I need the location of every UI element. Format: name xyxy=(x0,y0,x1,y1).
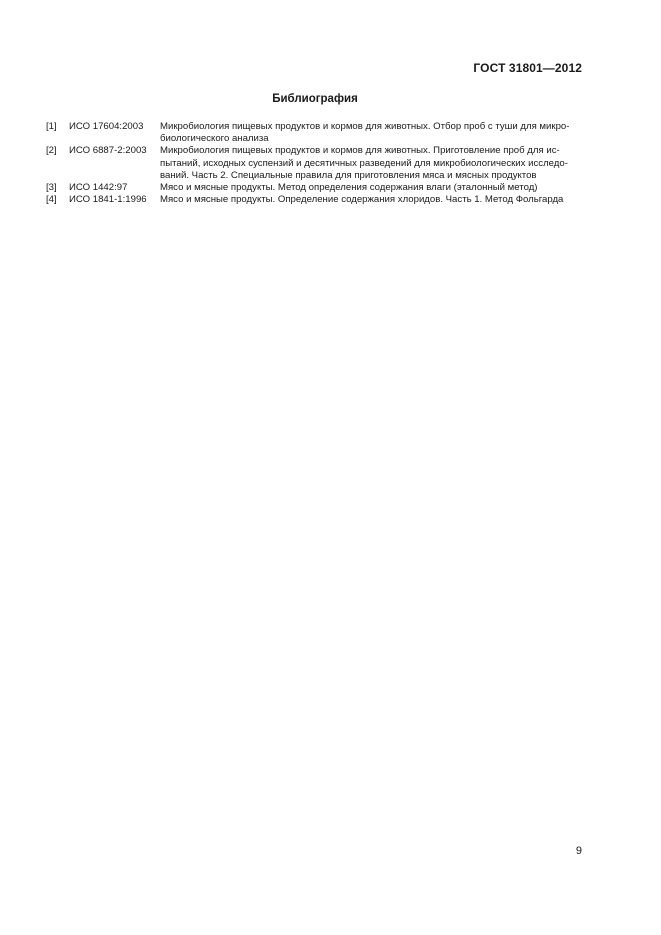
entry-line: Мясо и мясные продукты. Метод определения содержания влаги (эталонный метод) xyxy=(160,182,538,194)
entry-number: [1] xyxy=(46,121,57,132)
entry-standard: ИСО 6887-2:2003 xyxy=(69,145,147,157)
entry-number: [4] xyxy=(46,194,57,206)
entry-description xyxy=(160,145,586,182)
entry-standard: ИСО 1841-1:1996 xyxy=(69,194,147,206)
entry-line: ваний. Часть 2. Специальные правила для приготовления мяса и мясных продуктов xyxy=(160,169,537,181)
bibliography-entry-4 xyxy=(46,194,586,206)
entry-description xyxy=(160,182,586,194)
entry-line: Микробиология пищевых продуктов и кормов для животных. Отбор проб с туши для микро- xyxy=(160,121,570,132)
bibliography-entry-1 xyxy=(46,121,586,145)
bibliography-list xyxy=(46,121,586,206)
entry-description xyxy=(160,121,586,145)
entry-line: Микробиология пищевых продуктов и кормов для животных. Приготовление проб для ис- xyxy=(160,145,560,157)
entry-number: [2] xyxy=(46,145,57,157)
entry-number: [3] xyxy=(46,182,57,194)
entry-line: биологического анализа xyxy=(160,133,269,145)
bibliography-entry-2 xyxy=(46,145,586,182)
bibliography-entry-3 xyxy=(46,182,586,194)
entry-standard: ИСО 1442:97 xyxy=(69,182,128,194)
section-title: Библиография xyxy=(272,93,358,105)
entry-line: Мясо и мясные продукты. Определение содержания хлоридов. Часть 1. Метод Фольгарда xyxy=(160,194,564,206)
entry-standard: ИСО 17604:2003 xyxy=(69,121,144,132)
entry-description xyxy=(160,194,586,206)
document-code: ГОСТ 31801—2012 xyxy=(473,61,582,75)
page-number: 9 xyxy=(575,845,582,857)
entry-line: пытаний, исходных суспензий и десятичных разведений для микробиологических исследо- xyxy=(160,157,568,169)
